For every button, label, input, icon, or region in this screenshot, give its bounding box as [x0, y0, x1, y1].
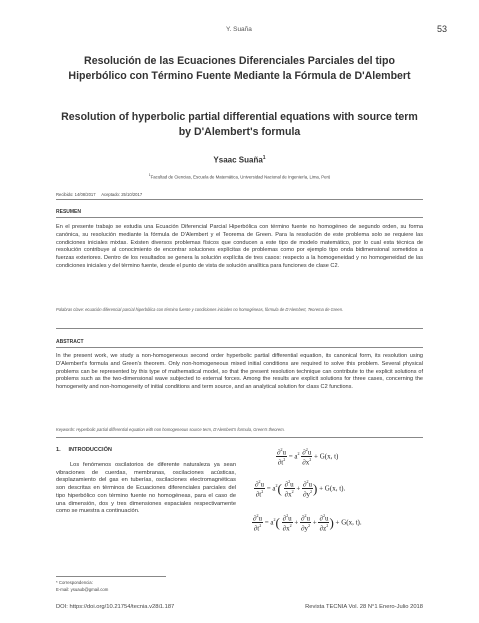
equation-1d-wave: $\frac{\partial^2u}{\partial t^2}$ = $a^2$ $\frac{\partial^2u}{\partial x^2}$ + G(x, t)	[277, 447, 339, 467]
eq3-source: + G(x, t).	[335, 518, 362, 527]
intro-number: 1.	[56, 447, 61, 453]
equation-2d-wave: $\frac{\partial^2u}{\partial t^2}$ = $a^2$( $\frac{\partial^2u}{\partial x^2}$ + $\frac{\partial^2u}{\partial y^2}$ ) + G(x, t).	[255, 479, 346, 499]
divider-bottom	[56, 437, 423, 438]
resumen-heading: RESUMEN	[56, 209, 82, 215]
intro-text: Los fenómenos oscilatorios de diferente naturaleza ya sean vibraciones de cuerdas, membranas, oscilaciones acústicas, desplazamiento del gas en tuberías, oscilaciones electromagnéticas son descritas en términos de Ecuaciones diferenciales parciales del tipo hiperbólico con término fuente no homogéneas, para el caso de una dimensión, dos y tres dimensiones espaciales respectivamente como se muestra a continuación.	[56, 462, 236, 515]
eq2-source: + G(x, t).	[319, 484, 346, 493]
footnote-correspondence: * Correspondencia:	[56, 580, 93, 585]
resumen-text: En el presente trabajo se estudia una Ecuación Diferencial Parcial Hiperbólica con término fuente no homogéneo de segundo orden, su forma canónica, su resolución mediante la fórmula de D'Alembert y el Teorema de Green. Para la resolución de este problema solo se requiere las condiciones iniciales mixtas. Existen diversos problemas físicos que conducen a este tipo de modelo matemático, por lo cual esta técnica de resolución contribuye al conocimiento de encontrar soluciones explícitas de problemas como por ejemplo tipo onda bidimensional sometidos a fuerzas exteriores. Dentro de los resultados se genera la solución explícita de tres casos: respecto a la homogeneidad y no homogeneidad de las condiciones iniciales y del término fuente, desde el punto de vista de solución analítica para funciones de clase C2.	[56, 224, 423, 269]
affiliation-superscript: 1	[148, 173, 151, 177]
received-date: Recibido: 14/08/2017	[56, 192, 96, 197]
intro-heading	[56, 447, 112, 453]
affiliation-text: Facultad de Ciencias, Escuela de Matemática, Universidad Nacional de Ingeniería, Lima, Perú	[150, 174, 331, 180]
footer-journal: Revista TECNIA Vol. 28 N°1 Enero-Julio 2018	[305, 604, 423, 610]
title-spanish: Resolución de las Ecuaciones Diferenciales Parciales del tipo Hiperbólico con Término Fuente Mediante la Fórmula de D'Alembert	[68, 55, 411, 82]
author-superscript: 1	[262, 155, 266, 161]
eq1-rhs: $\frac{\partial^2u}{\partial x^2}$	[302, 447, 312, 467]
eq2-lhs: $\frac{\partial^2u}{\partial t^2}$	[255, 479, 264, 499]
abstract-text: In the present work, we study a non-homogeneous second order hyperbolic partial differential equation, its canonical form, its resolution using D'Alembert's formula and Green's theorem. Only non-homogeneous mixed initial conditions are required to solve this problem. Several physical problems can be represented by this type of mathematical model, so that the present resolution technique can contribute to the explicit solutions of problems such as the two-dimensional wave subjected to external forces. Among the results are explicit solutions for three cases, concerning the homogeneity and non-homogeneity of initial conditions and term source, and an analytical solution for class C2 functions.	[56, 353, 423, 391]
running-header-author: Y. Suaña	[226, 26, 252, 33]
eq1-source: + G(x, t)	[314, 452, 339, 461]
page-number: 53	[437, 24, 448, 34]
title-english: Resolution of hyperbolic partial differential equations with source term by D'Alembert's formula	[61, 111, 418, 138]
eq1-lhs: $\frac{\partial^2u}{\partial t^2}$	[277, 447, 286, 467]
divider-middle	[56, 328, 423, 329]
footnote-email: E-mail: ysuaub@gmail.com	[56, 587, 109, 592]
divider-resumen	[56, 217, 423, 218]
footer-doi: DOI: https://doi.org/10.21754/tecnia.v28i1.187	[56, 604, 175, 610]
intro-title: INTRODUCCIÓN	[68, 447, 112, 453]
divider-top	[56, 199, 423, 200]
abstract-keywords: Keywords: Hyperbolic partial differential equation with non homogeneous source term, D'Alembert's formula, Green's theorem.	[56, 427, 285, 432]
equation-3d-wave: $\frac{\partial^2u}{\partial t^2}$ = $a^2$( $\frac{\partial^2u}{\partial x^2}$ + $\frac{\partial^2u}{\partial y^2}$ + $\frac{\partial^2u}{\partial z^2}$ ) + G(x, t).	[253, 513, 362, 533]
accepted-date: Aceptado: 25/10/2017	[101, 192, 143, 197]
resumen-keywords: Palabras clave: ecuación diferencial parcial hiperbólica con término fuente y condiciones iniciales no homogéneas, fórmula de D'Alembert, Teorema de Green.	[56, 307, 344, 312]
divider-abstract	[56, 347, 423, 348]
footnote-rule	[56, 576, 166, 577]
affiliation	[0, 173, 479, 179]
abstract-heading: ABSTRACT	[56, 339, 84, 345]
eq3-lhs: $\frac{\partial^2u}{\partial t^2}$	[253, 513, 262, 533]
author-name-text: Ysaac Suaña	[213, 155, 263, 165]
author-name	[0, 155, 479, 165]
dates-line	[56, 192, 142, 197]
